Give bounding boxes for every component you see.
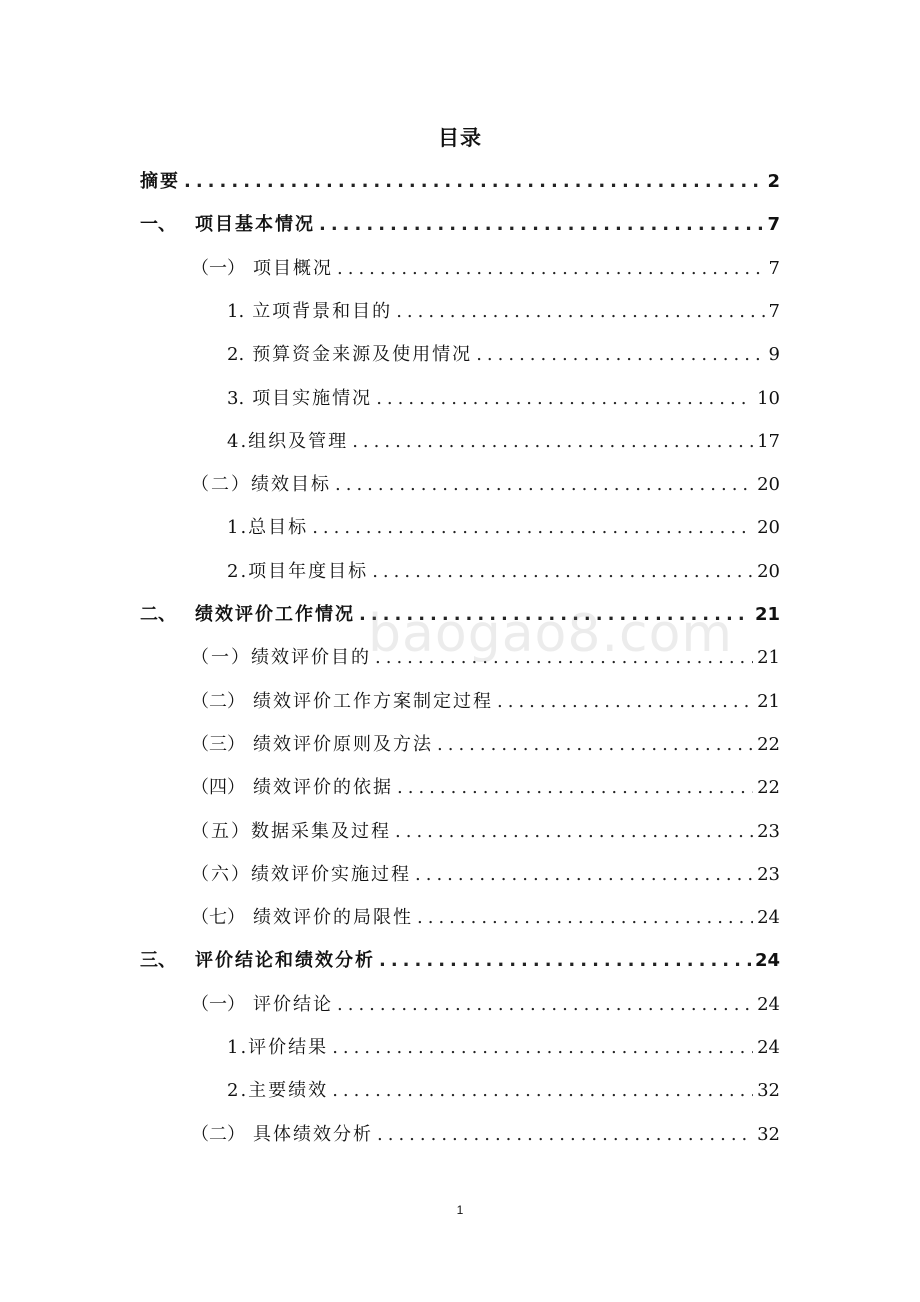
toc-entry-page: 23 bbox=[757, 864, 780, 885]
toc-entry-title: 1.总目标 bbox=[227, 517, 309, 538]
toc-entry-title: 摘要 bbox=[140, 171, 180, 192]
toc-entry-title: 4.组织及管理 bbox=[227, 431, 349, 452]
toc-entry[interactable] bbox=[140, 947, 780, 975]
toc-entry-title: 评价结论 bbox=[253, 994, 333, 1015]
toc-entry-page: 32 bbox=[757, 1080, 780, 1101]
toc-entry-number: 一、 bbox=[140, 214, 176, 235]
toc-entry[interactable] bbox=[191, 861, 780, 889]
dot-leader bbox=[417, 904, 753, 932]
dot-leader bbox=[359, 601, 751, 629]
dot-leader bbox=[437, 731, 753, 759]
toc-entry[interactable] bbox=[191, 818, 780, 846]
toc-entry-number: 1. bbox=[227, 301, 245, 322]
toc-entry-number: 3. bbox=[227, 388, 245, 409]
toc-entry-title: 立项背景和目的 bbox=[252, 301, 393, 322]
toc-entry[interactable] bbox=[227, 558, 780, 586]
toc-entry-page: 20 bbox=[757, 561, 780, 582]
toc-entry-title: 绩效评价工作情况 bbox=[195, 604, 355, 625]
toc-entry-page: 22 bbox=[757, 734, 780, 755]
toc-entry-page: 23 bbox=[757, 821, 780, 842]
toc-entry[interactable] bbox=[227, 428, 780, 456]
toc-entry-number: 二、 bbox=[140, 604, 176, 625]
toc-entry-title: 项目概况 bbox=[253, 258, 333, 279]
toc-entry[interactable] bbox=[227, 1077, 780, 1105]
toc-entry-number: （七） bbox=[191, 907, 245, 928]
toc-entry-page: 7 bbox=[768, 258, 780, 279]
toc-entry-page: 24 bbox=[757, 907, 780, 928]
toc-entry-page: 10 bbox=[757, 388, 780, 409]
toc-entry-title: （六）绩效评价实施过程 bbox=[191, 864, 411, 885]
toc-entry[interactable] bbox=[227, 298, 780, 326]
toc-entry-page: 21 bbox=[757, 647, 780, 668]
toc-entry-title: 具体绩效分析 bbox=[253, 1124, 373, 1145]
dot-leader bbox=[184, 168, 763, 196]
toc-entry-page: 24 bbox=[754, 950, 780, 971]
toc-entry-number: （四） bbox=[191, 777, 245, 798]
toc-entry-page: 17 bbox=[757, 431, 780, 452]
toc-entry-title: （二）绩效目标 bbox=[191, 474, 331, 495]
dot-leader bbox=[397, 774, 753, 802]
dot-leader bbox=[379, 947, 751, 975]
toc-entry[interactable] bbox=[140, 168, 780, 196]
toc-entry[interactable] bbox=[227, 341, 780, 369]
toc-entry-title: 1.评价结果 bbox=[227, 1037, 329, 1058]
toc-entry-title: 2.主要绩效 bbox=[227, 1080, 329, 1101]
dot-leader bbox=[352, 428, 753, 456]
dot-leader bbox=[377, 1121, 753, 1149]
toc-entry-title: 绩效评价的局限性 bbox=[253, 907, 413, 928]
toc-entry-title: （一）绩效评价目的 bbox=[191, 647, 371, 668]
toc-entry[interactable] bbox=[140, 211, 780, 239]
toc-entry-number: 三、 bbox=[140, 950, 176, 971]
toc-entry[interactable] bbox=[140, 601, 780, 629]
toc-entry[interactable] bbox=[191, 774, 780, 802]
toc-entry[interactable] bbox=[227, 1034, 780, 1062]
dot-leader bbox=[396, 298, 764, 326]
toc-entry-number: （二） bbox=[191, 1124, 245, 1145]
toc-entry-number: （二） bbox=[191, 691, 245, 712]
toc-entry-title: 预算资金来源及使用情况 bbox=[252, 344, 473, 365]
toc-entry[interactable] bbox=[191, 904, 780, 932]
toc-entry-title: 绩效评价的依据 bbox=[253, 777, 393, 798]
toc-title: 目录 bbox=[438, 126, 482, 150]
toc-entry-page: 21 bbox=[757, 691, 780, 712]
dot-leader bbox=[332, 1077, 753, 1105]
toc-entry-page: 20 bbox=[757, 474, 780, 495]
toc-entry[interactable] bbox=[191, 471, 780, 499]
toc-entry-page: 22 bbox=[757, 777, 780, 798]
toc-entry[interactable] bbox=[191, 991, 780, 1019]
toc-entry-page: 21 bbox=[754, 604, 780, 625]
toc-entry-title: （五）数据采集及过程 bbox=[191, 821, 391, 842]
dot-leader bbox=[337, 991, 753, 1019]
toc-entry-title: 评价结论和绩效分析 bbox=[195, 950, 375, 971]
toc-entry[interactable] bbox=[191, 688, 780, 716]
dot-leader bbox=[375, 644, 753, 672]
toc-entry[interactable] bbox=[227, 385, 780, 413]
toc-entry-title: 2.项目年度目标 bbox=[227, 561, 369, 582]
dot-leader bbox=[332, 1034, 753, 1062]
toc-entry-page: 24 bbox=[757, 1037, 780, 1058]
dot-leader bbox=[395, 818, 753, 846]
dot-leader bbox=[415, 861, 753, 889]
toc-entry[interactable] bbox=[191, 644, 780, 672]
toc-entry[interactable] bbox=[227, 514, 780, 542]
toc-entry-page: 7 bbox=[768, 301, 780, 322]
toc-entry-title: 绩效评价原则及方法 bbox=[253, 734, 433, 755]
toc-entry-number: （三） bbox=[191, 734, 245, 755]
toc-entry[interactable] bbox=[191, 731, 780, 759]
toc-entry-page: 9 bbox=[768, 344, 780, 365]
dot-leader bbox=[372, 558, 753, 586]
toc-entry-page: 7 bbox=[767, 214, 780, 235]
toc-entry-page: 2 bbox=[767, 171, 780, 192]
toc-entry-title: 绩效评价工作方案制定过程 bbox=[253, 691, 493, 712]
toc-entry[interactable] bbox=[191, 255, 780, 283]
dot-leader bbox=[497, 688, 753, 716]
watermark: baogao8.com bbox=[368, 604, 734, 664]
toc-entry-title: 项目基本情况 bbox=[195, 214, 315, 235]
toc-entry-number: 2. bbox=[227, 344, 245, 365]
dot-leader bbox=[319, 211, 763, 239]
dot-leader bbox=[312, 514, 753, 542]
toc-entry-title: 项目实施情况 bbox=[252, 388, 373, 409]
toc-entry-page: 24 bbox=[757, 994, 780, 1015]
toc-entry-number: （一） bbox=[191, 994, 245, 1015]
toc-entry-number: （一） bbox=[191, 258, 245, 279]
page-number: 1 bbox=[456, 1203, 464, 1217]
toc-entry-page: 20 bbox=[757, 517, 780, 538]
dot-leader bbox=[337, 255, 765, 283]
toc-entry-page: 32 bbox=[757, 1124, 780, 1145]
dot-leader bbox=[476, 341, 764, 369]
toc-entry[interactable] bbox=[191, 1121, 780, 1149]
dot-leader bbox=[376, 385, 753, 413]
dot-leader bbox=[335, 471, 753, 499]
